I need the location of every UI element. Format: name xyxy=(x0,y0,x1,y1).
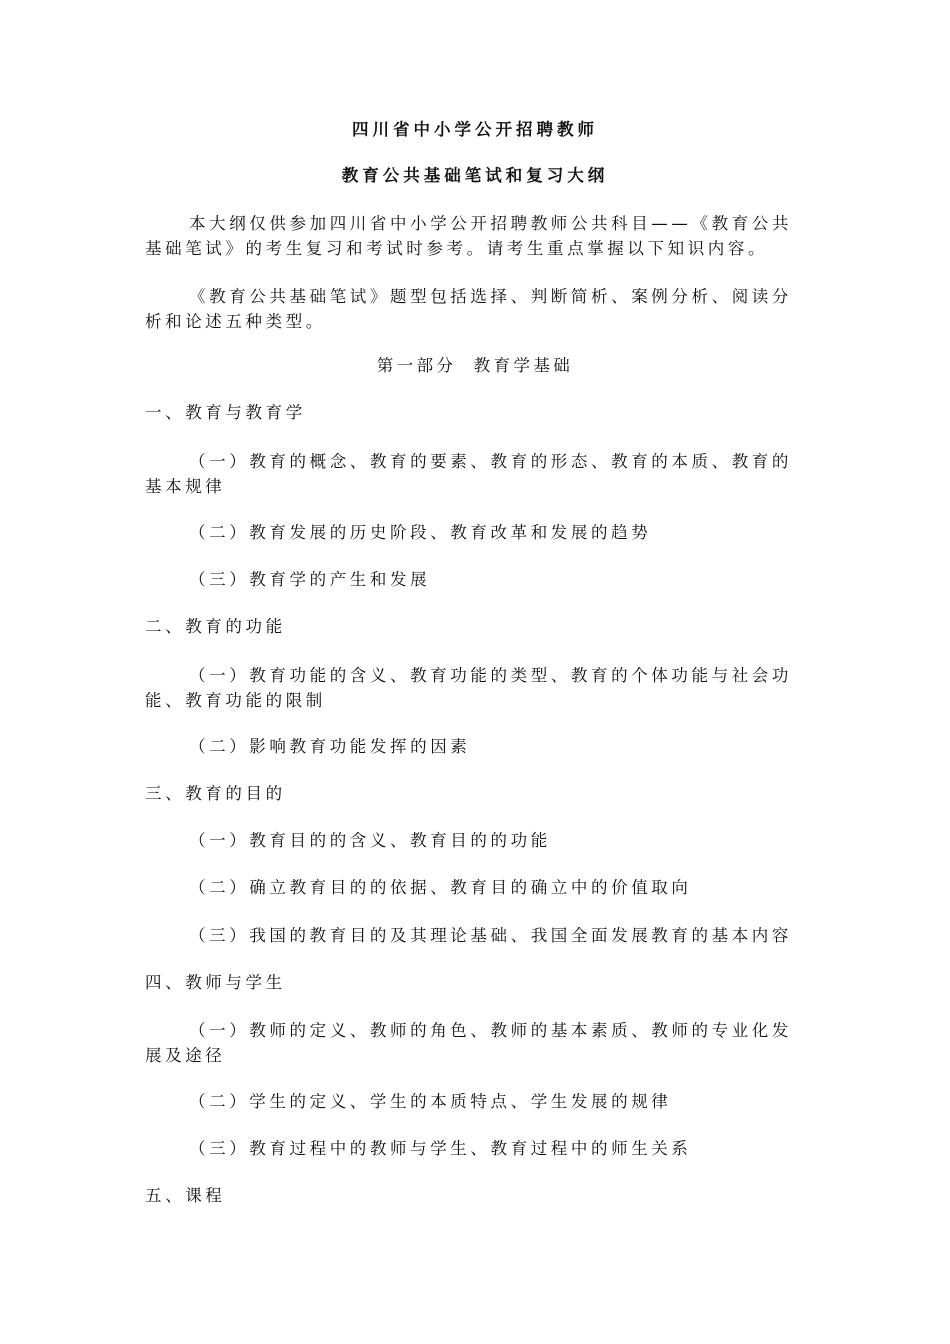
section-item: （一）教育功能的含义、教育功能的类型、教育的个体功能与社会功能、教育功能的限制 xyxy=(145,666,792,710)
part-heading: 第一部分 教育学基础 xyxy=(376,356,574,375)
section-item: （二）学生的定义、学生的本质特点、学生发展的规律 xyxy=(189,1092,672,1111)
section-item: （三）我国的教育目的及其理论基础、我国全面发展教育的基本内容 xyxy=(189,926,792,945)
section-item: （三）教育过程中的教师与学生、教育过程中的师生关系 xyxy=(189,1139,692,1158)
section-item: （二）确立教育目的的依据、教育目的确立中的价值取向 xyxy=(189,878,692,897)
section-item: （一）教育的概念、教育的要素、教育的形态、教育的本质、教育的基本规律 xyxy=(145,452,792,496)
section-heading: 二、教育的功能 xyxy=(145,617,286,636)
section-item: （一）教师的定义、教师的角色、教师的基本素质、教师的专业化发展及途径 xyxy=(145,1021,792,1065)
section-item: （二）教育发展的历史阶段、教育改革和发展的趋势 xyxy=(189,523,652,542)
section-heading: 四、教师与学生 xyxy=(145,973,286,992)
section-item: （二）影响教育功能发挥的因素 xyxy=(189,737,471,756)
intro-paragraph: 本大纲仅供参加四川省中小学公开招聘教师公共科目——《教育公共基础笔试》的考生复习和考试时参考。请考生重点掌握以下知识内容。 xyxy=(145,214,792,258)
section-heading: 一、教育与教育学 xyxy=(145,403,306,422)
section-item: （三）教育学的产生和发展 xyxy=(189,570,431,589)
exam-format-paragraph: 《教育公共基础笔试》题型包括选择、判断简析、案例分析、阅读分析和论述五种类型。 xyxy=(145,287,792,331)
section-item: （一）教育目的的含义、教育目的的功能 xyxy=(189,831,551,850)
document-subtitle: 教育公共基础笔试和复习大纲 xyxy=(341,166,609,185)
document-title: 四川省中小学公开招聘教师 xyxy=(352,120,598,139)
section-heading: 三、教育的目的 xyxy=(145,784,286,803)
section-heading: 五、课程 xyxy=(145,1186,226,1205)
